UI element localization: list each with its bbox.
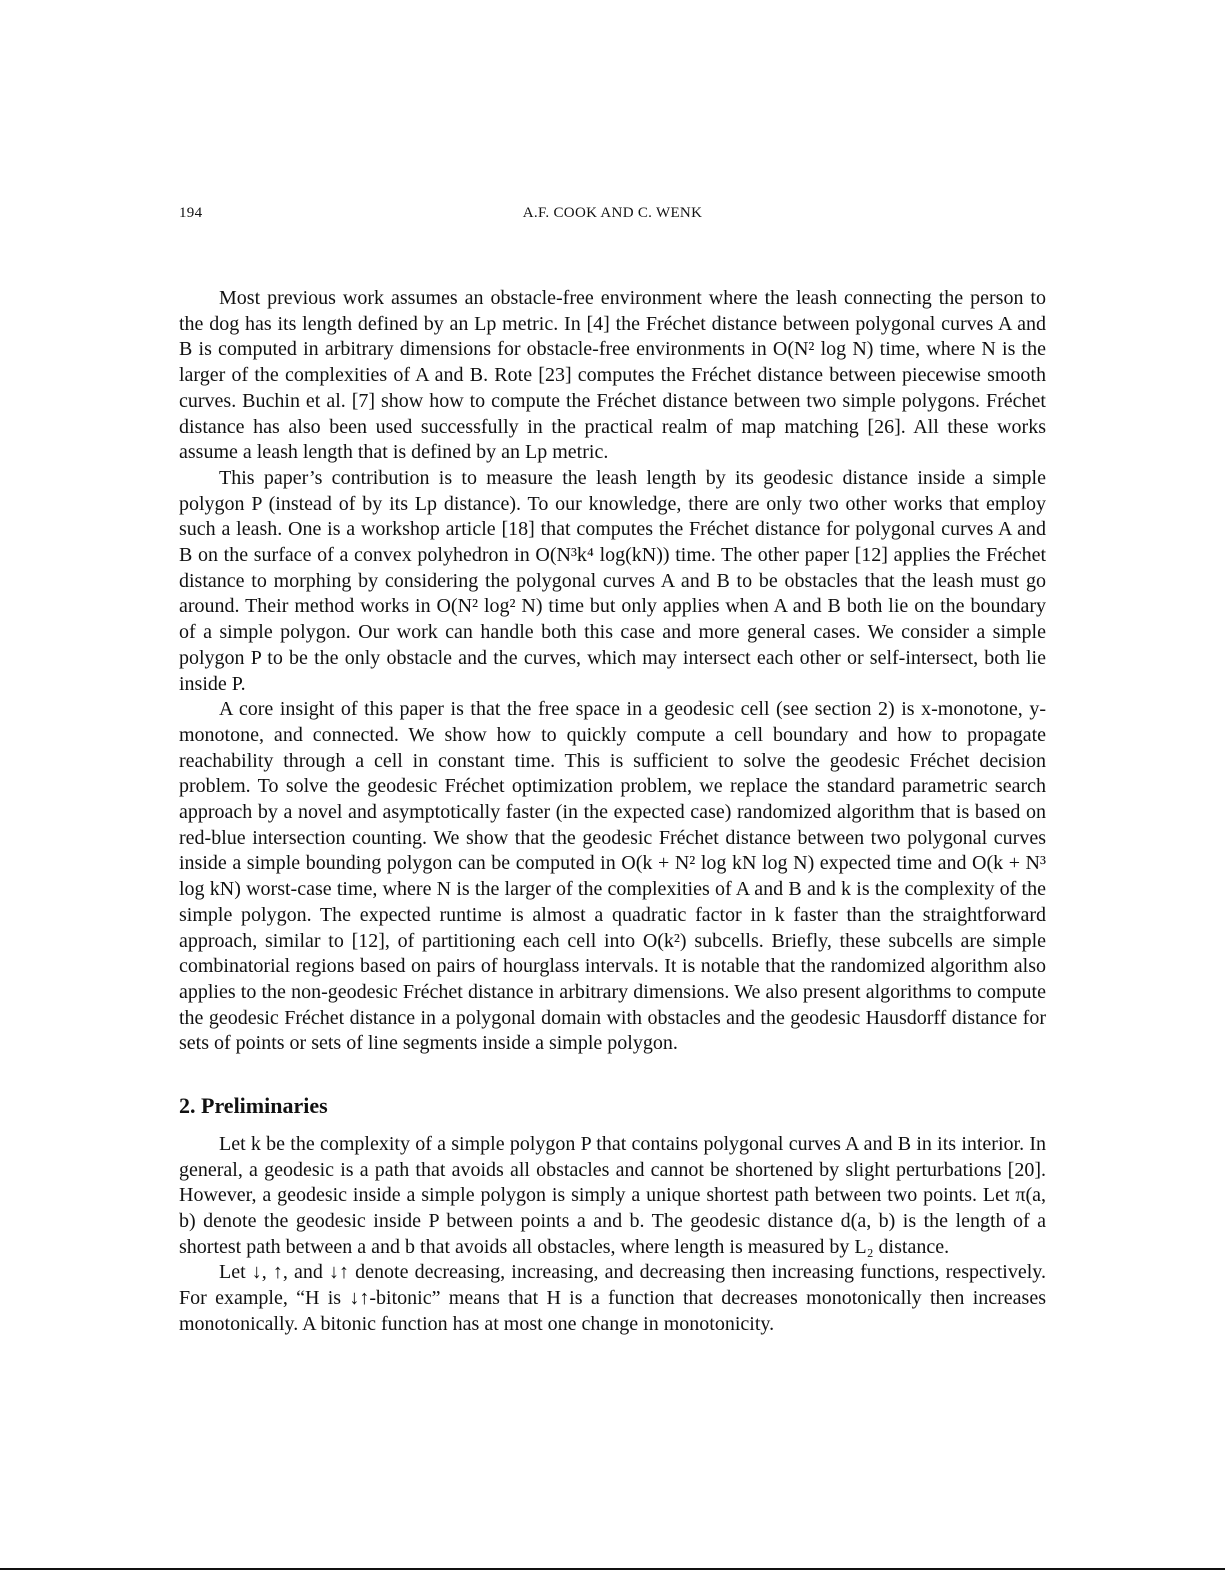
page-header [179,205,1046,227]
paragraph-geodesic-definition: Let k be the complexity of a simple polygon P that contains polygonal curves A and B in its interior. In general, a geodesic is a path that avoids all obstacles and cannot be shortened by slight perturbations [20]. However, a geodesic inside a simple polygon is simply a unique shortest path between two points. Let π(a, b) denote the geodesic inside P between points a and b. The geodesic distance d(a, b) is the length of a shortest path between a and b that avoids all obstacles, where length is measured by L₂ distance. [179,1132,1046,1258]
paragraph-core-insight: A core insight of this paper is that the free space in a geodesic cell (see section 2) is x-monotone, y-monotone, and connected. We show how to quickly compute a cell boundary and how to propagate reachability through a cell in constant time. This is sufficient to solve the geodesic Fréchet decision problem. To solve the geodesic Fréchet optimization problem, we replace the standard parametric search approach by a novel and asymptotically faster (in the expected case) randomized algorithm that is based on red-blue intersection counting. We show that the geodesic Fréchet distance between two polygonal curves inside a simple bounding polygon can be computed in O(k + N² log kN log N) expected time and O(k + N³ log kN) worst-case time, where N is the larger of the complexities of A and B and k is the complexity of the simple polygon. The expected runtime is almost a quadratic factor in k faster than the straightforward approach, similar to [12], of partitioning each cell into O(k²) subcells. Briefly, these subcells are simple combinatorial regions based on pairs of hourglass intervals. It is notable that the randomized algorithm also applies to the non-geodesic Fréchet distance in arbitrary dimensions. We also present algorithms to compute the geodesic Fréchet distance in a polygonal domain with obstacles and the geodesic Hausdorff distance for sets of points or sets of line segments inside a simple polygon. [179,698,1046,1055]
running-head: A.F. COOK AND C. WENK [522,205,703,221]
paragraph-prior-work: Most previous work assumes an obstacle-free environment where the leash connecting the person to the dog has its length defined by an Lp metric. In [4] the Fréchet distance between polygonal curves A and B is computed in arbitrary dimensions for obstacle-free environments in O(N² log N) time, where N is the larger of the complexities of A and B. Rote [23] computes the Fréchet distance between piecewise smooth curves. Buchin et al. [7] show how to compute the Fréchet distance between two simple polygons. Fréchet distance has also been used successfully in the practical realm of map matching [26]. All these works assume a leash length that is defined by an Lp metric. [179,287,1046,464]
section-heading-preliminaries: 2. Preliminaries [179,1093,328,1119]
body-text [179,286,1046,1337]
page-number: 194 [179,205,203,221]
bottom-rule [0,1568,1225,1570]
paragraph-contribution: This paper’s contribution is to measure the leash length by its geodesic distance inside a simple polygon P (instead of by its Lp distance). To our knowledge, there are only two other works that employ such a leash. One is a workshop article [18] that computes the Fréchet distance for polygonal curves A and B on the surface of a convex polyhedron in O(N³k⁴ log(kN)) time. The other paper [12] applies the Fréchet distance to morphing by considering the polygonal curves A and B to be obstacles that the leash must go around. Their method works in O(N² log² N) time but only applies when A and B both lie on the boundary of a simple polygon. Our work can handle both this case and more general cases. We consider a simple polygon P to be the only obstacle and the curves, which may intersect each other or self-intersect, both lie inside P. [179,466,1046,695]
paragraph-bitonic-definition: Let ↓, ↑, and ↓↑ denote decreasing, increasing, and decreasing then increasing functions, respectively. For example, “H is ↓↑-bitonic” means that H is a function that decreases monotonically then increases monotonically. A bitonic function has at most one change in monotonicity. [179,1261,1046,1335]
